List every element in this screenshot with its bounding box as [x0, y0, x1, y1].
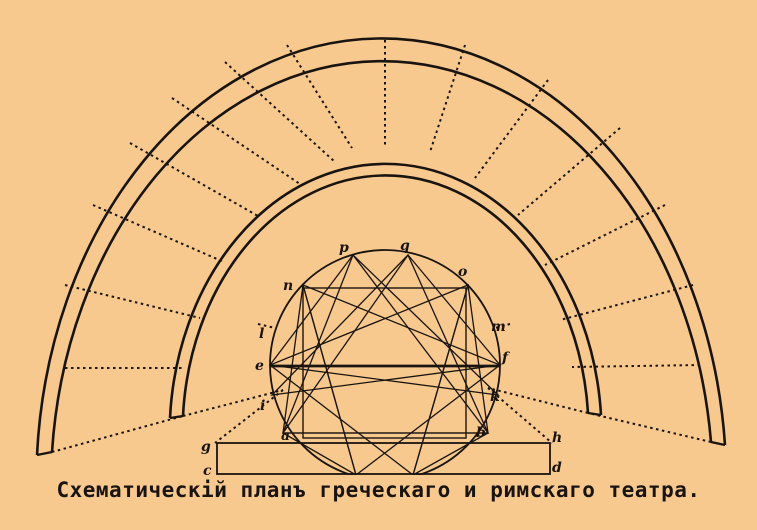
label-q: q	[400, 238, 410, 254]
label-d: d	[552, 460, 562, 475]
label-c: c	[203, 463, 212, 475]
label-e: e	[255, 358, 264, 374]
label-b: b	[476, 425, 486, 441]
label-k: k	[490, 389, 500, 405]
label-o: o	[458, 264, 468, 280]
outer-ring-outer-edge	[37, 38, 725, 455]
stage-platform	[217, 443, 550, 474]
label-g: g	[201, 439, 211, 455]
label-f: f	[502, 350, 509, 366]
outer-ring-right-end	[711, 442, 725, 445]
radial-division-lines	[65, 40, 700, 368]
outer-ring-inner-edge	[52, 61, 711, 452]
label-i: i	[260, 398, 266, 414]
label-h: h	[552, 430, 563, 446]
label-p: p	[339, 240, 349, 256]
label-n: n	[283, 278, 294, 294]
square-nodo	[303, 288, 466, 438]
outer-ring-left-end	[37, 452, 52, 455]
label-m: m	[491, 319, 506, 335]
figure-caption: Схематическій планъ греческаго и римскаго театра.	[56, 478, 701, 502]
label-a: a	[281, 428, 291, 444]
label-l: l	[259, 326, 265, 342]
